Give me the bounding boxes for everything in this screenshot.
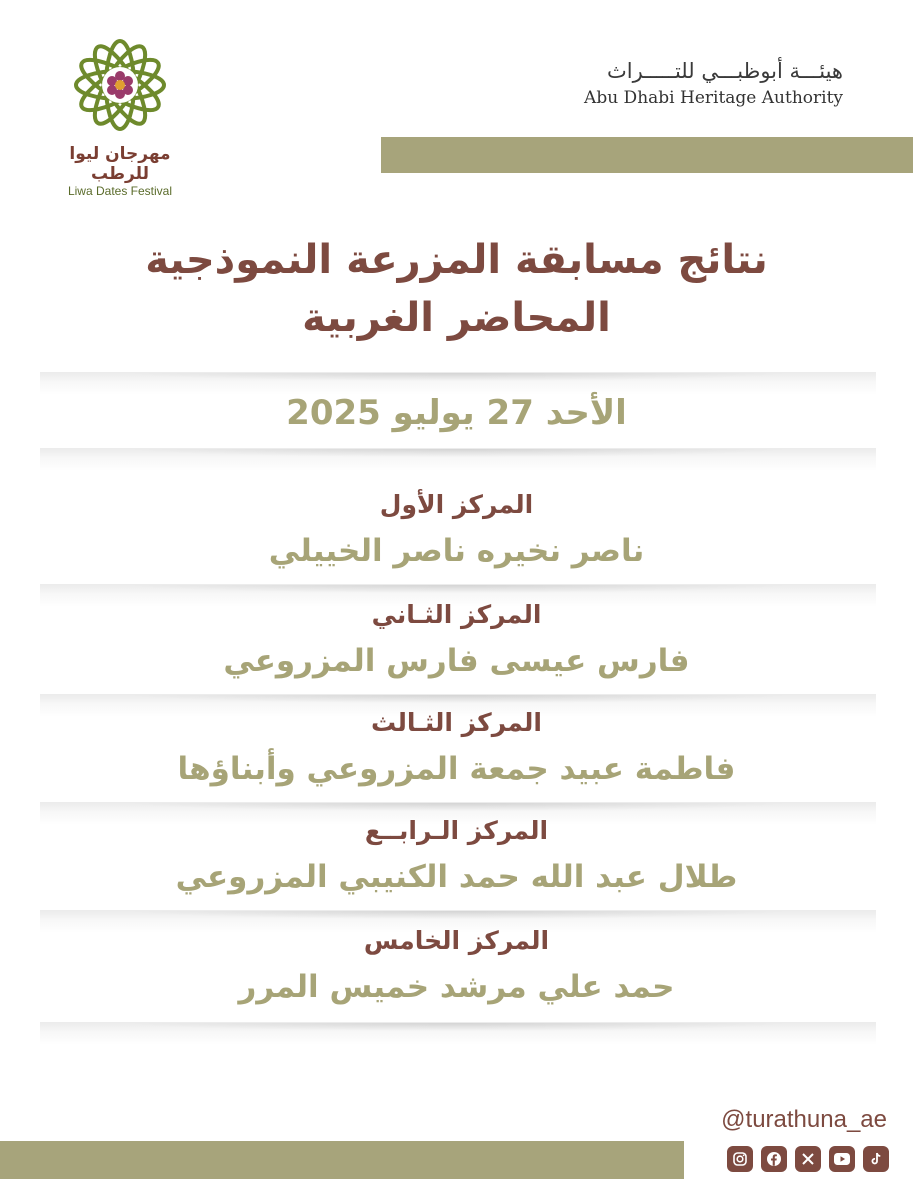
tiktok-icon[interactable] [863,1146,889,1172]
social-icons [727,1146,889,1172]
divider [40,448,876,471]
rank-5-label: المركز الخامس [363,926,550,955]
event-date: الأحد 27 يوليو 2025 [286,393,627,433]
footer-accent-bar [0,1141,684,1179]
youtube-icon[interactable] [829,1146,855,1172]
festival-name-en: Liwa Dates Festival [67,184,173,198]
rank-1-label: المركز الأول [379,490,534,519]
rank-4-label: المركز الـرابــع [364,816,549,845]
facebook-icon[interactable] [761,1146,787,1172]
authority-name-ar: هيئـــة أبوظبـــي للتـــــراث [607,59,843,83]
page-title-line2: المحاضر الغربية [302,295,611,341]
page-title-line1: نتائج مسابقة المزرعة النموذجية [145,237,768,283]
x-icon[interactable] [795,1146,821,1172]
festival-name-ar: مهرجان ليوا للرطب [69,144,171,184]
festival-emblem-icon [65,30,175,140]
rank-5-winner: حمد علي مرشد خميس المرر [238,969,675,1005]
rank-2-label: المركز الثـاني [371,600,542,629]
authority-name-en: Abu Dhabi Heritage Authority [584,88,843,108]
social-handle[interactable]: @turathuna_ae [721,1106,887,1133]
header-accent-bar [381,137,913,173]
rank-1-winner: ناصر نخيره ناصر الخييلي [268,533,645,569]
rank-3-winner: فاطمة عبيد جمعة المزروعي وأبناؤها [177,751,736,787]
rank-3-label: المركز الثـالث [370,708,542,737]
rank-2-winner: فارس عيسى فارس المزروعي [223,643,690,679]
authority-logo [553,58,843,109]
divider [40,1022,876,1045]
rank-4-winner: طلال عبد الله حمد الكنيبي المزروعي [175,859,738,895]
festival-logo [40,30,200,198]
instagram-icon[interactable] [727,1146,753,1172]
